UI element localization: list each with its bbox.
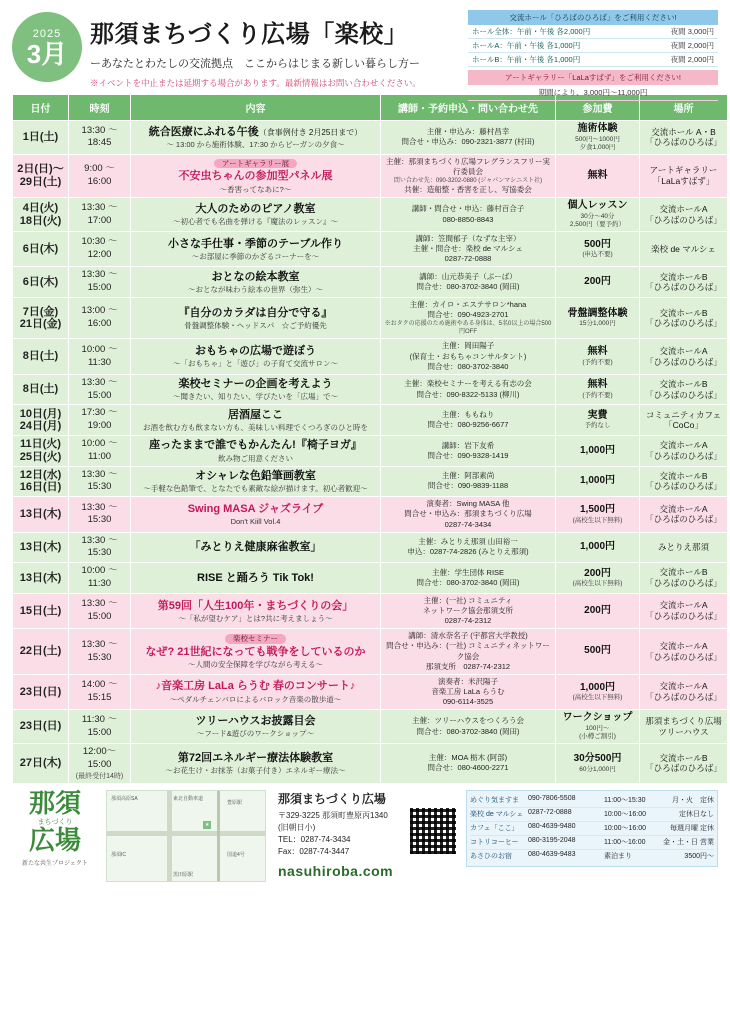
table-row — [13, 121, 728, 155]
event-contact: 主催：ももねり 問合せ：080-9256-6677 — [381, 405, 556, 436]
hours-tel: 080-4639-9483 — [528, 851, 576, 859]
event-content — [131, 466, 381, 497]
event-fee: 骨盤調整体験 15分1,000円 — [556, 297, 640, 338]
event-contact: 講師：岩下友希 問合せ：090-9328-1419 — [381, 436, 556, 467]
event-time: 9:00 〜 16:00 — [69, 154, 131, 197]
hours-row — [470, 794, 714, 808]
event-date: 2日(日)〜 29日(土) — [13, 154, 69, 197]
event-date: 8日(土) — [13, 339, 69, 374]
event-place: 那須まちづくり広場 ツリーハウス — [640, 710, 728, 744]
event-date: 6日(木) — [13, 267, 69, 298]
table-row — [13, 743, 728, 783]
event-subtitle: お酒を飲む方も飲まない方も、美味しい料理でくつろぎのひと時を — [143, 422, 368, 432]
event-place: 交流ホールA 「ひろばのひろば」 — [640, 674, 728, 709]
event-tag: アートギャラリー展 — [214, 159, 297, 169]
map-label: 黒田原駅 — [173, 871, 194, 878]
event-date: 13日(木) — [13, 563, 69, 594]
org-tel: TEL：0287-74-3434 — [278, 834, 351, 844]
event-time: 13:30 〜 15:30 — [69, 629, 131, 675]
event-subtitle: 〜ペダルチェンバロによるバロック音楽の散歩道〜 — [169, 694, 342, 704]
event-time: 13:30 〜 15:30 — [69, 497, 131, 532]
event-place: 交流ホールA 「ひろばのひろば」 — [640, 198, 728, 232]
event-fee: 30分500円 60分1,000円 — [556, 743, 640, 783]
event-title: 小さな手仕事・季節のテーブル作り — [167, 237, 343, 250]
table-row — [13, 198, 728, 232]
event-time: 10:00 〜 11:30 — [69, 563, 131, 594]
event-date: 1日(土) — [13, 121, 69, 155]
event-title: 統合医療にふれる午後（食事例付き 2月25日まで） — [148, 125, 363, 138]
event-fee: 500円 — [556, 629, 640, 675]
event-tag: 楽校セミナー — [225, 634, 286, 644]
event-fee: 無料 (予約不要) — [556, 339, 640, 374]
table-row — [13, 532, 728, 563]
event-contact: 主催：みとりえ那須 山田裕一 申込：0287-74-2826 (みとりえ那須) — [381, 532, 556, 563]
event-content — [131, 593, 381, 628]
event-time: 13:30 〜 15:00 — [69, 374, 131, 405]
event-content — [131, 563, 381, 594]
event-title: 第59回「人生100年・まちづくりの会」 — [157, 599, 354, 612]
hall-info-name: ホールB：午前・午後 各1,000円 — [472, 55, 581, 64]
event-date: 11日(火) 25日(火) — [13, 436, 69, 467]
hours-day: 月・火 定休 — [672, 797, 714, 805]
table-row — [13, 436, 728, 467]
event-title: 第72回エネルギー療法体験教室 — [177, 751, 334, 764]
event-date: 8日(土) — [13, 374, 69, 405]
event-title: ツリーハウスお披露目会 — [195, 715, 316, 727]
event-subtitle: 飲み物ご用意ください — [218, 453, 293, 463]
page-subtitle: ーあなたとわたしの交流拠点 ここからはじまる新しい暮らし方ー — [90, 58, 420, 70]
header — [12, 10, 718, 97]
logo-main: 那須 — [28, 787, 81, 818]
event-time: 13:30 〜 15:00 — [69, 593, 131, 628]
event-subtitle: 〜おとなが味わう絵本の世界（弥生）〜 — [188, 284, 323, 294]
event-contact: 主催：岡田陽子 (保育士・おもちゃコンサルタント) 問合せ：080-3702-3840 — [381, 339, 556, 374]
hours-name: コトリコーヒー — [470, 839, 519, 847]
event-subtitle: 〜フード&遊びのワークショップ〜 — [196, 729, 315, 739]
event-content — [131, 339, 381, 374]
hours-row — [470, 808, 714, 822]
event-date: 23日(日) — [13, 710, 69, 744]
event-time: 13:30 〜 17:00 — [69, 198, 131, 232]
event-time: 13:30 〜 15:30 — [69, 532, 131, 563]
event-content — [131, 710, 381, 744]
page-note: ※イベントを中止または延期する場合があります。最新情報はお問い合わせください。 — [90, 78, 421, 88]
event-subtitle: Don't Kiill Vol.4 — [230, 517, 281, 527]
event-fee: ワークショップ 100円〜 (小樽ご割引) — [556, 710, 640, 744]
event-subtitle: 〜手軽な色鉛筆で、となたでも素敵な絵が描けます。初心者歓迎〜 — [143, 484, 368, 494]
event-place: 交流ホールB 「ひろばのひろば」 — [640, 466, 728, 497]
event-content — [131, 497, 381, 532]
event-subtitle: 〜香害ってなあに?〜 — [219, 184, 292, 194]
event-title: 楽校セミナーの企画を考えよう — [178, 378, 333, 391]
event-date: 27日(木) — [13, 743, 69, 783]
event-contact: 主催：阿部素尚 問合せ：090-9839-1188 — [381, 466, 556, 497]
page-title: 那須まちづくり広場「楽校」 — [90, 21, 409, 48]
event-date: 13日(木) — [13, 532, 69, 563]
event-subtitle: 〜人間の安全保障を学びながら考える〜 — [188, 660, 323, 670]
org-name: 那須まちづくり広場 — [278, 791, 386, 806]
logo-sub: まちづくり — [37, 819, 73, 827]
event-content — [131, 436, 381, 467]
table-row — [13, 710, 728, 744]
org-address: 〒329-3225 那須町豊原丙1340 (旧朝日小) — [278, 810, 388, 832]
qr-code-icon — [408, 806, 458, 856]
hours-tel: 080-4639-9480 — [528, 823, 576, 831]
event-title: 不安虫ちゃんの参加型パネル展 — [178, 170, 333, 183]
col-contact: 講師・予約申込・問い合わせ先 — [381, 95, 556, 121]
event-content — [131, 297, 381, 338]
info-box — [468, 10, 718, 101]
event-fee: 200円 — [556, 267, 640, 298]
event-place: 交流ホールA 「ひろばのひろば」 — [640, 436, 728, 467]
event-contact: 主催：カイロ・エステサロン*hana 問合せ：090-4923-2701 ※おタクの応援のため施術やある身体は、5名0以上の場合500円OFF — [381, 297, 556, 338]
event-title: 『自分のカラダは自分で守る』 — [178, 306, 333, 319]
hours-day: 金・土・日 営業 — [663, 839, 714, 847]
event-place: 交流ホールA 「ひろばのひろば」 — [640, 629, 728, 675]
event-fee: 無料 (予約不要) — [556, 374, 640, 405]
month-label: 3月 — [26, 38, 68, 69]
event-contact: 講師：山元恭美子（ぶーば） 問合せ：080-3702-3840 (岡田) — [381, 267, 556, 298]
map-label: 国道4号 — [227, 851, 245, 858]
events-table — [12, 94, 728, 784]
event-subtitle: 〜「おもちゃ」と「遊び」の子育て交流サロン〜 — [173, 359, 338, 369]
event-time: 13:30 〜 15:30 — [69, 466, 131, 497]
event-fee: 1,000円 — [556, 466, 640, 497]
event-time: 10:30 〜 12:00 — [69, 231, 131, 266]
hours-time: 10:00〜16:00 — [604, 825, 647, 833]
event-content — [131, 374, 381, 405]
logo-main2: 広場 — [28, 825, 81, 856]
map-label: 那須IC — [111, 851, 127, 858]
table-row — [13, 405, 728, 436]
hours-box — [466, 790, 718, 867]
col-fee: 参加費 — [556, 95, 640, 121]
col-place: 場所 — [640, 95, 728, 121]
event-fee: 500円 (申込不要) — [556, 231, 640, 266]
table-row — [13, 374, 728, 405]
event-place: 交流ホールB 「ひろばのひろば」 — [640, 267, 728, 298]
event-place: 交流ホールB 「ひろばのひろば」 — [640, 297, 728, 338]
event-title: 「みとりえ健康麻雀教室」 — [189, 541, 322, 554]
event-title: なぜ? 21世紀になっても戦争をしているのか — [145, 645, 366, 658]
col-date: 日付 — [13, 95, 69, 121]
event-fee: 1,000円 — [556, 532, 640, 563]
hours-tel: 0287-72-0888 — [528, 809, 572, 817]
event-contact: 講師：笠間郁子（なずな主宰） 主催・問合せ：楽校 de マルシェ 0287-72-0888 — [381, 231, 556, 266]
event-subtitle: 〜「私が望むケア」とは?共に考えましょう〜 — [178, 613, 333, 623]
event-title: オシャレな色鉛筆画教室 — [195, 469, 316, 482]
hours-day: 毎週月曜 定休 — [670, 825, 714, 833]
hours-tel: 080-3195-2048 — [528, 837, 576, 845]
event-fee: 無料 — [556, 154, 640, 197]
event-content — [131, 743, 381, 783]
event-date: 13日(木) — [13, 497, 69, 532]
event-fee: 個人レッスン 30分〜40分 2,500円（要予約） — [556, 198, 640, 232]
event-content — [131, 532, 381, 563]
table-row — [13, 267, 728, 298]
table-row — [13, 339, 728, 374]
event-time: 10:00 〜 11:00 — [69, 436, 131, 467]
event-contact: 演奏者：Swing MASA 他 問合せ・申込み：那須まちづくり広場 0287-74-3434 — [381, 497, 556, 532]
event-time: 13:30 〜 15:00 — [69, 267, 131, 298]
hall-info-price: 夜間 2,000円 — [670, 41, 714, 50]
event-subtitle: 〜お花生け・お抹茶（お菓子付き）エネルギー療法〜 — [165, 766, 346, 776]
map-label: 那須高原SA — [111, 795, 138, 802]
event-place: コミュニティカフェ 「CoCo」 — [640, 405, 728, 436]
event-fee: 実費 予約なし — [556, 405, 640, 436]
event-date: 4日(火) 18日(火) — [13, 198, 69, 232]
hall-info-row — [468, 25, 718, 39]
hours-time: 11:00〜16:00 — [604, 839, 646, 847]
event-time: 13:00 〜 16:00 — [69, 297, 131, 338]
event-date: 23日(日) — [13, 674, 69, 709]
event-time: 13:30 〜 18:45 — [69, 121, 131, 155]
hours-time: 10:00〜16:00 — [604, 811, 647, 819]
address-block — [274, 790, 400, 882]
hall-info-title: 交流ホール「ひろばのひろば」をご利用ください! — [468, 10, 718, 25]
hours-row — [470, 822, 714, 836]
event-place: 交流ホールA 「ひろばのひろば」 — [640, 339, 728, 374]
gallery-info-title: アートギャラリー「LaLaすばず」をご利用ください! — [468, 70, 718, 85]
event-place: 交流ホールB 「ひろばのひろば」 — [640, 743, 728, 783]
event-fee: 200円 (高校生以下無料) — [556, 563, 640, 594]
hall-info-price: 夜間 3,000円 — [670, 27, 714, 36]
gallery-info-note: 期間により、3,000円〜11,000円 — [468, 85, 718, 101]
event-time: 17:30 〜 19:00 — [69, 405, 131, 436]
event-time: 14:00 〜 15:15 — [69, 674, 131, 709]
event-contact: 主催：学生団体 RISE 問合せ：080-3702-3840 (岡田) — [381, 563, 556, 594]
hours-row — [470, 836, 714, 850]
events-table-body — [13, 121, 728, 784]
event-place: みとりえ那須 — [640, 532, 728, 563]
logo-tag: 新たな共生プロジェクト — [22, 860, 88, 867]
event-place: 交流ホールA 「ひろばのひろば」 — [640, 593, 728, 628]
hall-info-name: ホール全体：午前・午後 各2,000円 — [472, 27, 591, 36]
org-fax: Fax：0287-74-3447 — [278, 846, 350, 856]
event-content — [131, 198, 381, 232]
hours-day: 3500円〜 — [684, 853, 714, 861]
event-fee: 1,000円 — [556, 436, 640, 467]
event-subtitle: 骨盤調整体験・ヘッドスパ ☆ご予約優先 — [184, 320, 327, 330]
event-title: おもちゃの広場で遊ぼう — [195, 345, 316, 358]
event-time: 10:00 〜 11:30 — [69, 339, 131, 374]
event-contact: 講師・問合せ・申込：藤村百合子 080-8850-8843 — [381, 198, 556, 232]
event-fee: 施術体験 500円〜1000円 夕食1,000円 — [556, 121, 640, 155]
event-content — [131, 405, 381, 436]
event-contact: 主催：MOA 栃木 (阿部) 問合せ：080-4600-2271 — [381, 743, 556, 783]
event-date: 22日(土) — [13, 629, 69, 675]
event-content — [131, 121, 381, 155]
event-content — [131, 267, 381, 298]
table-row — [13, 497, 728, 532]
hours-tel: 090-7806-5508 — [528, 795, 576, 803]
hours-name: めぐり気ますま — [470, 797, 519, 805]
hours-row — [470, 850, 714, 863]
event-content — [131, 674, 381, 709]
hours-name: カフェ「ここ」 — [470, 825, 519, 833]
event-title: ♪音楽工房 LaLa らうむ 春のコンサート♪ — [155, 680, 356, 693]
event-fee: 1,500円 (高校生以下無料) — [556, 497, 640, 532]
event-subtitle: 〜初心者でも名曲を弾ける『魔法のレッスン』〜 — [173, 217, 338, 227]
event-contact: 主催：(一社) コミュニティ ネットワーク協会那須支所 0287-74-2312 — [381, 593, 556, 628]
event-date: 7日(金) 21日(金) — [13, 297, 69, 338]
map-marker: ★ — [205, 821, 210, 828]
event-date: 15日(土) — [13, 593, 69, 628]
year-label: 2025 — [32, 27, 62, 40]
event-fee: 1,000円 (高校生以下無料) — [556, 674, 640, 709]
event-title: 座ったままで誰でもかんたん!『椅子ヨガ』 — [149, 439, 362, 452]
table-row — [13, 593, 728, 628]
table-row — [13, 154, 728, 197]
hall-info-price: 夜間 2,000円 — [670, 55, 714, 64]
gallery-info-box — [468, 70, 718, 101]
event-date: 12日(水) 16日(日) — [13, 466, 69, 497]
event-place: 楽校 de マルシェ — [640, 231, 728, 266]
event-title: 大人のためのピアノ教室 — [195, 203, 316, 216]
event-content — [131, 231, 381, 266]
title-block — [90, 10, 460, 89]
event-title: 居酒屋ここ — [228, 408, 283, 421]
table-row — [13, 466, 728, 497]
table-row — [13, 563, 728, 594]
table-row — [13, 629, 728, 675]
event-subtitle: 〜お部屋に季節のかざるコーナーを〜 — [191, 251, 320, 261]
hall-info-row — [468, 39, 718, 53]
event-contact: 主催：那須まちづくり広場フレグランスフリー実行委員会 問い合わせ先：090-3202-0880 (ジャパンマシニスト社) 共催：造船整・香害を正し、写協委会 — [381, 154, 556, 197]
event-contact: 講師：清水奈名子 (宇都宮大学教授) 問合せ・申込み：(一社) コミュニティネットワーク協会 那須支所 0287-74-2312 — [381, 629, 556, 675]
table-row — [13, 297, 728, 338]
location-map — [106, 790, 266, 882]
hours-day: 定休日なし — [679, 811, 714, 819]
hall-info-name: ホールA：午前・午後 各1,000円 — [472, 41, 581, 50]
event-title: おとなの絵本教室 — [211, 270, 300, 283]
col-time: 時刻 — [69, 95, 131, 121]
event-subtitle: 〜 13:00 から施術体験、17:30 からビーガンの夕食〜 — [166, 140, 345, 150]
event-content — [131, 629, 381, 675]
event-place: 交流ホールB 「ひろばのひろば」 — [640, 374, 728, 405]
event-title: Swing MASA ジャズライブ — [187, 502, 324, 515]
hours-time: 素泊まり — [604, 853, 632, 861]
event-date: 10日(月) 24日(月) — [13, 405, 69, 436]
event-place: 交流ホール A・B 「ひろばのひろば」 — [640, 121, 728, 155]
event-contact: 演奏者：米沢陽子 音楽工房 LaLa らうむ 090-6114-3525 — [381, 674, 556, 709]
event-contact: 主催：楽校セミナーを考える有志の会 問合せ：090-8322-5133 (柳川) — [381, 374, 556, 405]
event-date: 6日(木) — [13, 231, 69, 266]
event-place: アートギャラリー 「LaLaすばず」 — [640, 154, 728, 197]
month-badge — [12, 12, 82, 82]
footer — [12, 787, 718, 882]
table-row — [13, 231, 728, 266]
event-contact: 主催・申込み：藤村昌幸 問合せ・申込み：090-2321-3877 (村田) — [381, 121, 556, 155]
event-content — [131, 154, 381, 197]
map-label: 豊原駅 — [227, 799, 243, 806]
map-label: 東北自動車道 — [173, 795, 204, 802]
event-fee: 200円 — [556, 593, 640, 628]
event-place: 交流ホールA 「ひろばのひろば」 — [640, 497, 728, 532]
event-title: RISE と踊ろう Tik Tok! — [197, 571, 314, 584]
event-contact: 主催：ツリーハウスをつくろう会 問合せ：080-3702-3840 (岡田) — [381, 710, 556, 744]
col-content: 内容 — [131, 95, 381, 121]
hours-name: あさひのお宿 — [470, 853, 512, 861]
event-time: 11:30 〜 15:00 — [69, 710, 131, 744]
event-place: 交流ホールB 「ひろばのひろば」 — [640, 563, 728, 594]
hall-info-row — [468, 53, 718, 67]
logo — [12, 787, 98, 867]
table-row — [13, 674, 728, 709]
hours-name: 楽校 de マルシェ — [470, 811, 524, 819]
event-time: 12:00〜15:00 (最終受付14時) — [69, 743, 131, 783]
event-subtitle: 〜聞きたい、知りたい、学びたいを「広場」で〜 — [173, 392, 338, 402]
hours-time: 11:00〜15:30 — [604, 797, 646, 805]
org-url[interactable]: nasuhiroba.com — [278, 862, 394, 879]
